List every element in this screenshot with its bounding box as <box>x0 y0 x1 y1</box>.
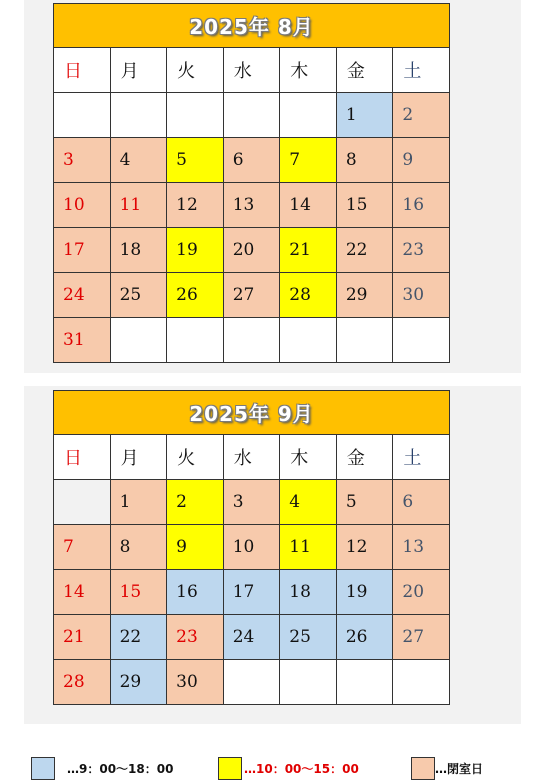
day-cell: 18 <box>280 570 337 615</box>
empty-day-cell <box>336 660 393 705</box>
day-cell: 23 <box>167 615 224 660</box>
week-row <box>54 228 450 273</box>
day-cell: 17 <box>223 570 280 615</box>
day-cell: 11 <box>110 183 167 228</box>
day-cell: 4 <box>110 138 167 183</box>
legend-label: …閉室日 <box>435 762 484 776</box>
empty-day-cell <box>167 318 224 363</box>
legend-label: …9：00～18：00 <box>67 762 174 776</box>
day-cell: 13 <box>393 525 450 570</box>
day-cell: 29 <box>336 273 393 318</box>
weekday-thursday: 木 <box>280 48 337 93</box>
day-cell: 27 <box>223 273 280 318</box>
week-row <box>54 525 450 570</box>
day-cell: 3 <box>223 480 280 525</box>
week-row <box>54 480 450 525</box>
day-cell: 28 <box>54 660 111 705</box>
week-row <box>54 615 450 660</box>
empty-day-cell <box>393 318 450 363</box>
day-cell: 14 <box>280 183 337 228</box>
day-cell: 25 <box>280 615 337 660</box>
day-cell: 28 <box>280 273 337 318</box>
day-cell: 24 <box>223 615 280 660</box>
empty-day-cell <box>393 660 450 705</box>
day-cell: 6 <box>223 138 280 183</box>
empty-day-cell <box>336 318 393 363</box>
day-cell: 16 <box>393 183 450 228</box>
weekday-wednesday: 水 <box>223 48 280 93</box>
weekday-sunday: 日 <box>54 435 111 480</box>
weekday-wednesday: 水 <box>223 435 280 480</box>
day-cell: 18 <box>110 228 167 273</box>
day-cell: 25 <box>110 273 167 318</box>
day-cell: 15 <box>110 570 167 615</box>
day-cell: 13 <box>223 183 280 228</box>
day-cell: 15 <box>336 183 393 228</box>
day-cell: 11 <box>280 525 337 570</box>
day-cell: 19 <box>336 570 393 615</box>
day-cell: 30 <box>393 273 450 318</box>
day-cell: 27 <box>393 615 450 660</box>
calendar-september <box>53 390 450 705</box>
day-cell: 24 <box>54 273 111 318</box>
empty-day-cell <box>110 93 167 138</box>
legend-swatch-closed <box>411 757 435 780</box>
weekday-header-row <box>54 435 450 480</box>
week-row <box>54 318 450 363</box>
day-cell: 12 <box>167 183 224 228</box>
day-cell: 2 <box>393 93 450 138</box>
day-cell: 3 <box>54 138 111 183</box>
day-cell: 30 <box>167 660 224 705</box>
legend-swatch-blue <box>31 757 55 780</box>
day-cell: 1 <box>110 480 167 525</box>
calendar-title: 2025年 9月 <box>54 391 450 435</box>
legend <box>0 757 549 781</box>
day-cell: 5 <box>336 480 393 525</box>
week-row <box>54 138 450 183</box>
day-cell: 5 <box>167 138 224 183</box>
weekday-sunday: 日 <box>54 48 111 93</box>
empty-day-cell <box>54 93 111 138</box>
day-cell: 26 <box>167 273 224 318</box>
weekday-friday: 金 <box>336 48 393 93</box>
day-cell: 17 <box>54 228 111 273</box>
day-cell: 19 <box>167 228 224 273</box>
weekday-tuesday: 火 <box>167 435 224 480</box>
day-cell: 23 <box>393 228 450 273</box>
empty-day-cell <box>110 318 167 363</box>
day-cell: 20 <box>393 570 450 615</box>
day-cell: 9 <box>167 525 224 570</box>
calendar-title-row <box>54 4 450 48</box>
empty-day-cell <box>167 93 224 138</box>
calendar-august <box>53 3 450 363</box>
weekday-saturday: 土 <box>393 435 450 480</box>
empty-day-cell <box>54 480 111 525</box>
day-cell: 10 <box>54 183 111 228</box>
empty-day-cell <box>280 93 337 138</box>
day-cell: 10 <box>223 525 280 570</box>
day-cell: 22 <box>110 615 167 660</box>
day-cell: 6 <box>393 480 450 525</box>
empty-day-cell <box>280 660 337 705</box>
day-cell: 22 <box>336 228 393 273</box>
empty-day-cell <box>223 318 280 363</box>
week-row <box>54 273 450 318</box>
day-cell: 21 <box>54 615 111 660</box>
day-cell: 1 <box>336 93 393 138</box>
day-cell: 4 <box>280 480 337 525</box>
day-cell: 8 <box>336 138 393 183</box>
week-row <box>54 93 450 138</box>
empty-day-cell <box>223 660 280 705</box>
calendar-title-row <box>54 391 450 435</box>
week-row <box>54 183 450 228</box>
day-cell: 9 <box>393 138 450 183</box>
legend-swatch-yellow <box>218 757 242 780</box>
weekday-monday: 月 <box>110 48 167 93</box>
day-cell: 29 <box>110 660 167 705</box>
calendar-title: 2025年 8月 <box>54 4 450 48</box>
empty-day-cell <box>223 93 280 138</box>
day-cell: 21 <box>280 228 337 273</box>
day-cell: 7 <box>280 138 337 183</box>
day-cell: 8 <box>110 525 167 570</box>
day-cell: 12 <box>336 525 393 570</box>
day-cell: 16 <box>167 570 224 615</box>
week-row <box>54 660 450 705</box>
day-cell: 14 <box>54 570 111 615</box>
weekday-tuesday: 火 <box>167 48 224 93</box>
weekday-saturday: 土 <box>393 48 450 93</box>
weekday-thursday: 木 <box>280 435 337 480</box>
day-cell: 26 <box>336 615 393 660</box>
day-cell: 31 <box>54 318 111 363</box>
day-cell: 2 <box>167 480 224 525</box>
day-cell: 7 <box>54 525 111 570</box>
weekday-header-row <box>54 48 450 93</box>
day-cell: 20 <box>223 228 280 273</box>
week-row <box>54 570 450 615</box>
legend-label: …10：00～15：00 <box>244 762 359 776</box>
empty-day-cell <box>280 318 337 363</box>
weekday-friday: 金 <box>336 435 393 480</box>
weekday-monday: 月 <box>110 435 167 480</box>
